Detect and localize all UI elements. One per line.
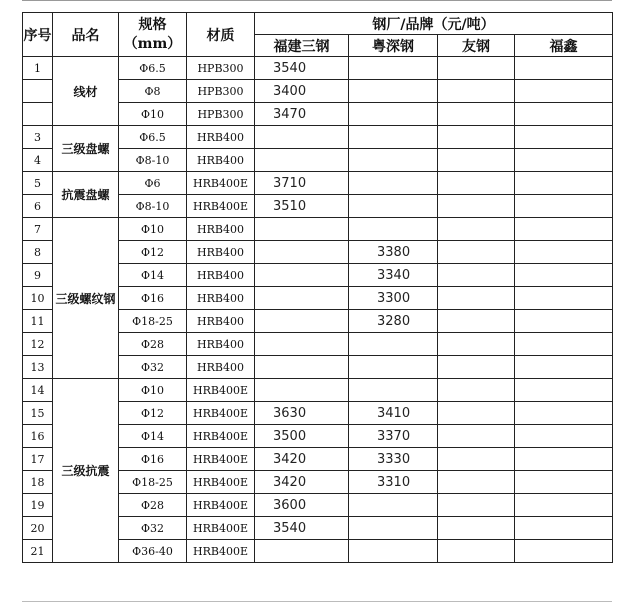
material-cell: HRB400E bbox=[187, 195, 255, 218]
price-cell bbox=[255, 126, 349, 149]
row-index: 14 bbox=[23, 379, 53, 402]
price-cell bbox=[349, 356, 438, 379]
material-cell: HPB300 bbox=[187, 57, 255, 80]
price-cell bbox=[438, 149, 515, 172]
bottom-border-line bbox=[22, 601, 612, 602]
material-cell: HRB400 bbox=[187, 264, 255, 287]
price-cell bbox=[255, 540, 349, 563]
price-cell bbox=[515, 264, 613, 287]
price-cell: 3330 bbox=[349, 448, 438, 471]
spec-cell: Φ6.5 bbox=[119, 126, 187, 149]
header-index: 序号 bbox=[23, 13, 53, 57]
price-cell: 3540 bbox=[255, 57, 349, 80]
material-cell: HRB400 bbox=[187, 356, 255, 379]
price-cell: 3410 bbox=[349, 402, 438, 425]
row-index: 7 bbox=[23, 218, 53, 241]
spec-cell: Φ8-10 bbox=[119, 149, 187, 172]
product-name: 抗震盘螺 bbox=[53, 172, 119, 218]
price-cell bbox=[515, 540, 613, 563]
price-cell bbox=[438, 172, 515, 195]
price-cell bbox=[438, 264, 515, 287]
price-cell bbox=[349, 57, 438, 80]
price-cell bbox=[515, 241, 613, 264]
spec-cell: Φ18-25 bbox=[119, 471, 187, 494]
material-cell: HRB400 bbox=[187, 218, 255, 241]
price-cell bbox=[438, 448, 515, 471]
header-spec: 规格 （mm） bbox=[119, 13, 187, 57]
price-cell bbox=[515, 57, 613, 80]
spec-cell: Φ16 bbox=[119, 448, 187, 471]
price-sheet bbox=[22, 12, 613, 563]
price-cell bbox=[438, 80, 515, 103]
price-cell bbox=[255, 264, 349, 287]
price-cell bbox=[515, 80, 613, 103]
price-cell bbox=[349, 379, 438, 402]
table-row bbox=[23, 379, 613, 402]
row-index: 4 bbox=[23, 149, 53, 172]
header-brand: 福建三钢 bbox=[255, 35, 349, 57]
price-cell bbox=[255, 333, 349, 356]
spec-cell: Φ14 bbox=[119, 425, 187, 448]
table-row bbox=[23, 126, 613, 149]
price-cell bbox=[515, 149, 613, 172]
table-row bbox=[23, 172, 613, 195]
material-cell: HRB400 bbox=[187, 126, 255, 149]
material-cell: HPB300 bbox=[187, 103, 255, 126]
price-cell bbox=[515, 471, 613, 494]
price-cell bbox=[349, 333, 438, 356]
material-cell: HRB400E bbox=[187, 379, 255, 402]
price-cell bbox=[349, 80, 438, 103]
material-cell: HRB400E bbox=[187, 425, 255, 448]
spec-cell: Φ12 bbox=[119, 402, 187, 425]
price-cell bbox=[349, 103, 438, 126]
price-cell bbox=[438, 103, 515, 126]
price-cell bbox=[515, 448, 613, 471]
material-cell: HRB400 bbox=[187, 241, 255, 264]
row-index: 12 bbox=[23, 333, 53, 356]
price-cell bbox=[255, 218, 349, 241]
header-brand: 友钢 bbox=[438, 35, 515, 57]
price-cell bbox=[515, 494, 613, 517]
row-index: 1 bbox=[23, 57, 53, 80]
spec-cell: Φ14 bbox=[119, 264, 187, 287]
material-cell: HPB300 bbox=[187, 80, 255, 103]
row-index: 20 bbox=[23, 517, 53, 540]
price-cell: 3400 bbox=[255, 80, 349, 103]
product-name: 线材 bbox=[53, 57, 119, 126]
row-index: 9 bbox=[23, 264, 53, 287]
steel-price-table bbox=[22, 12, 613, 563]
spec-cell: Φ6 bbox=[119, 172, 187, 195]
product-name: 三级螺纹钢 bbox=[53, 218, 119, 379]
header-brand: 粤深钢 bbox=[349, 35, 438, 57]
spec-cell: Φ10 bbox=[119, 103, 187, 126]
price-cell: 3600 bbox=[255, 494, 349, 517]
price-cell bbox=[438, 57, 515, 80]
row-index: 19 bbox=[23, 494, 53, 517]
product-name: 三级抗震 bbox=[53, 379, 119, 563]
price-cell: 3420 bbox=[255, 448, 349, 471]
table-row bbox=[23, 218, 613, 241]
price-cell bbox=[515, 172, 613, 195]
spec-cell: Φ18-25 bbox=[119, 310, 187, 333]
material-cell: HRB400E bbox=[187, 540, 255, 563]
price-cell bbox=[438, 379, 515, 402]
header-name: 品名 bbox=[53, 13, 119, 57]
material-cell: HRB400 bbox=[187, 287, 255, 310]
material-cell: HRB400 bbox=[187, 333, 255, 356]
price-cell bbox=[349, 149, 438, 172]
row-index: 16 bbox=[23, 425, 53, 448]
price-cell bbox=[349, 517, 438, 540]
price-cell bbox=[349, 540, 438, 563]
header-brand: 福鑫 bbox=[515, 35, 613, 57]
price-cell: 3310 bbox=[349, 471, 438, 494]
price-cell bbox=[438, 126, 515, 149]
price-cell bbox=[438, 218, 515, 241]
price-cell bbox=[349, 172, 438, 195]
row-index: 5 bbox=[23, 172, 53, 195]
row-index: 18 bbox=[23, 471, 53, 494]
price-cell bbox=[515, 425, 613, 448]
price-cell bbox=[515, 379, 613, 402]
price-cell bbox=[255, 241, 349, 264]
price-cell bbox=[438, 402, 515, 425]
material-cell: HRB400E bbox=[187, 402, 255, 425]
spec-cell: Φ12 bbox=[119, 241, 187, 264]
price-cell: 3510 bbox=[255, 195, 349, 218]
price-cell bbox=[349, 126, 438, 149]
spec-cell: Φ32 bbox=[119, 517, 187, 540]
price-cell: 3500 bbox=[255, 425, 349, 448]
row-index: 11 bbox=[23, 310, 53, 333]
material-cell: HRB400 bbox=[187, 310, 255, 333]
row-index: 21 bbox=[23, 540, 53, 563]
price-cell bbox=[515, 310, 613, 333]
price-cell bbox=[515, 218, 613, 241]
table-header bbox=[23, 13, 613, 57]
price-cell: 3630 bbox=[255, 402, 349, 425]
price-cell bbox=[438, 471, 515, 494]
price-cell: 3300 bbox=[349, 287, 438, 310]
material-cell: HRB400E bbox=[187, 172, 255, 195]
price-cell bbox=[349, 195, 438, 218]
row-index: 17 bbox=[23, 448, 53, 471]
spec-cell: Φ8 bbox=[119, 80, 187, 103]
spec-cell: Φ36-40 bbox=[119, 540, 187, 563]
price-cell bbox=[515, 356, 613, 379]
top-border-line bbox=[22, 0, 612, 1]
material-cell: HRB400E bbox=[187, 494, 255, 517]
header-material: 材质 bbox=[187, 13, 255, 57]
price-cell bbox=[255, 287, 349, 310]
price-cell bbox=[438, 241, 515, 264]
price-cell: 3710 bbox=[255, 172, 349, 195]
price-cell bbox=[438, 195, 515, 218]
row-index: 8 bbox=[23, 241, 53, 264]
material-cell: HRB400E bbox=[187, 448, 255, 471]
price-cell bbox=[438, 333, 515, 356]
spec-cell: Φ28 bbox=[119, 333, 187, 356]
price-cell bbox=[515, 333, 613, 356]
price-cell: 3420 bbox=[255, 471, 349, 494]
spec-cell: Φ16 bbox=[119, 287, 187, 310]
spec-cell: Φ32 bbox=[119, 356, 187, 379]
row-index: 10 bbox=[23, 287, 53, 310]
price-cell: 3280 bbox=[349, 310, 438, 333]
material-cell: HRB400 bbox=[187, 149, 255, 172]
row-index: 13 bbox=[23, 356, 53, 379]
row-index bbox=[23, 80, 53, 103]
header-brand-group: 钢厂/品牌（元/吨） bbox=[255, 13, 613, 35]
price-cell: 3340 bbox=[349, 264, 438, 287]
table-body bbox=[23, 57, 613, 563]
price-cell: 3470 bbox=[255, 103, 349, 126]
price-cell bbox=[255, 310, 349, 333]
price-cell bbox=[438, 425, 515, 448]
price-cell bbox=[515, 517, 613, 540]
price-cell bbox=[438, 517, 515, 540]
price-cell: 3370 bbox=[349, 425, 438, 448]
price-cell bbox=[438, 540, 515, 563]
price-cell bbox=[438, 356, 515, 379]
price-cell bbox=[255, 149, 349, 172]
price-cell bbox=[515, 402, 613, 425]
table-row bbox=[23, 57, 613, 80]
spec-cell: Φ6.5 bbox=[119, 57, 187, 80]
material-cell: HRB400E bbox=[187, 517, 255, 540]
price-cell bbox=[438, 494, 515, 517]
price-cell bbox=[255, 379, 349, 402]
row-index: 15 bbox=[23, 402, 53, 425]
price-cell bbox=[515, 287, 613, 310]
material-cell: HRB400E bbox=[187, 471, 255, 494]
price-cell: 3540 bbox=[255, 517, 349, 540]
price-cell bbox=[349, 218, 438, 241]
price-cell bbox=[438, 310, 515, 333]
spec-cell: Φ10 bbox=[119, 218, 187, 241]
price-cell bbox=[255, 356, 349, 379]
price-cell bbox=[438, 287, 515, 310]
row-index: 3 bbox=[23, 126, 53, 149]
spec-cell: Φ8-10 bbox=[119, 195, 187, 218]
row-index bbox=[23, 103, 53, 126]
price-cell bbox=[515, 195, 613, 218]
price-cell bbox=[349, 494, 438, 517]
price-cell bbox=[515, 103, 613, 126]
price-cell bbox=[515, 126, 613, 149]
spec-cell: Φ10 bbox=[119, 379, 187, 402]
price-cell: 3380 bbox=[349, 241, 438, 264]
product-name: 三级盘螺 bbox=[53, 126, 119, 172]
row-index: 6 bbox=[23, 195, 53, 218]
spec-cell: Φ28 bbox=[119, 494, 187, 517]
